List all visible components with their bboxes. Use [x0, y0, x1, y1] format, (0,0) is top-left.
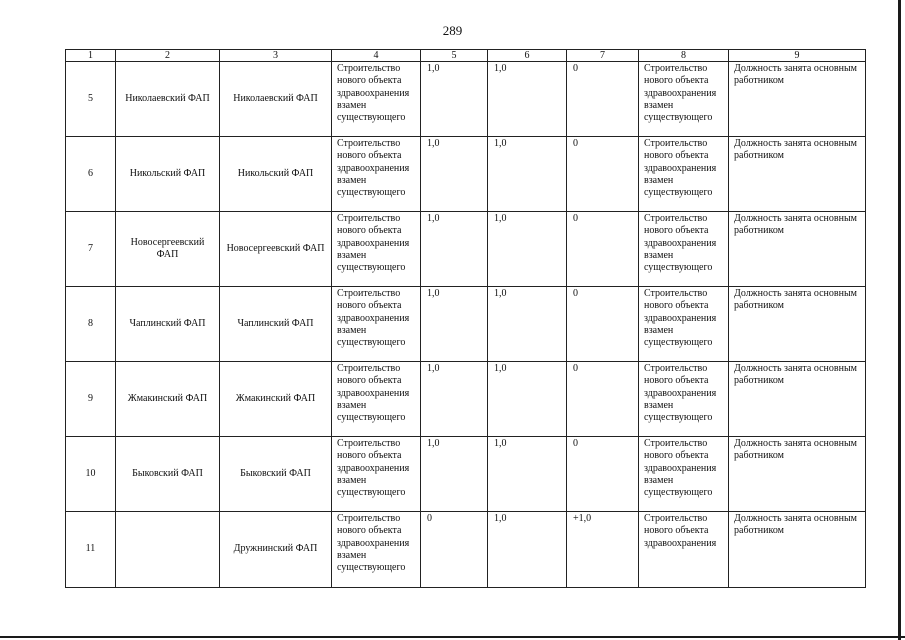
value-col-6: 1,0	[488, 212, 567, 287]
result-description: Строительство нового объекта здравоохранения	[639, 512, 729, 588]
row-number: 7	[66, 212, 116, 287]
table-row	[66, 362, 866, 437]
table-row	[66, 287, 866, 362]
column-header: 2	[116, 50, 220, 62]
table-row	[66, 512, 866, 588]
value-col-6: 1,0	[488, 437, 567, 512]
facility-name-planned: Чаплинский ФАП	[220, 287, 332, 362]
value-col-5: 1,0	[421, 287, 488, 362]
column-header: 5	[421, 50, 488, 62]
staffing-note: Должность занята основным работником	[729, 362, 866, 437]
value-col-5: 1,0	[421, 362, 488, 437]
facility-name-current: Жмакинский ФАП	[116, 362, 220, 437]
value-col-7: 0	[567, 62, 639, 137]
column-header: 4	[332, 50, 421, 62]
column-number-row	[66, 50, 866, 62]
staffing-note: Должность занята основным работником	[729, 212, 866, 287]
planned-action: Строительство нового объекта здравоохранения взамен существующего	[332, 62, 421, 137]
column-header: 7	[567, 50, 639, 62]
column-header: 9	[729, 50, 866, 62]
staffing-note: Должность занята основным работником	[729, 62, 866, 137]
column-header: 6	[488, 50, 567, 62]
planned-action: Строительство нового объекта здравоохранения взамен существующего	[332, 287, 421, 362]
facility-name-planned: Николаевский ФАП	[220, 62, 332, 137]
planned-action: Строительство нового объекта здравоохранения взамен существующего	[332, 512, 421, 588]
value-col-7: 0	[567, 137, 639, 212]
value-col-5: 0	[421, 512, 488, 588]
column-header: 3	[220, 50, 332, 62]
facility-name-current: Быковский ФАП	[116, 437, 220, 512]
value-col-6: 1,0	[488, 62, 567, 137]
result-description: Строительство нового объекта здравоохранения взамен существующего	[639, 437, 729, 512]
row-number: 9	[66, 362, 116, 437]
staffing-note: Должность занята основным работником	[729, 287, 866, 362]
facility-name-current	[116, 512, 220, 588]
planned-action: Строительство нового объекта здравоохранения взамен существующего	[332, 437, 421, 512]
value-col-5: 1,0	[421, 137, 488, 212]
facility-name-current: Николаевский ФАП	[116, 62, 220, 137]
facility-name-planned: Никольский ФАП	[220, 137, 332, 212]
scan-edge-bottom	[0, 636, 905, 638]
row-number: 8	[66, 287, 116, 362]
value-col-7: 0	[567, 437, 639, 512]
value-col-7: 0	[567, 362, 639, 437]
result-description: Строительство нового объекта здравоохранения взамен существующего	[639, 62, 729, 137]
staffing-note: Должность занята основным работником	[729, 437, 866, 512]
result-description: Строительство нового объекта здравоохранения взамен существующего	[639, 287, 729, 362]
staffing-note: Должность занята основным работником	[729, 137, 866, 212]
facilities-table	[65, 49, 866, 588]
facility-name-current: Новосергеевский ФАП	[116, 212, 220, 287]
table-row	[66, 212, 866, 287]
page-number: 289	[442, 23, 463, 38]
facility-name-planned: Быковский ФАП	[220, 437, 332, 512]
value-col-6: 1,0	[488, 287, 567, 362]
facility-name-planned: Новосергеевский ФАП	[220, 212, 332, 287]
result-description: Строительство нового объекта здравоохранения взамен существующего	[639, 212, 729, 287]
staffing-note: Должность занята основным работником	[729, 512, 866, 588]
column-header: 8	[639, 50, 729, 62]
table-row	[66, 437, 866, 512]
column-header: 1	[66, 50, 116, 62]
result-description: Строительство нового объекта здравоохранения взамен существующего	[639, 362, 729, 437]
facility-name-planned: Дружнинский ФАП	[220, 512, 332, 588]
value-col-5: 1,0	[421, 437, 488, 512]
value-col-5: 1,0	[421, 62, 488, 137]
table-row	[66, 137, 866, 212]
value-col-6: 1,0	[488, 137, 567, 212]
scan-edge-right	[898, 0, 901, 640]
table-row	[66, 62, 866, 137]
value-col-7: 0	[567, 212, 639, 287]
planned-action: Строительство нового объекта здравоохранения взамен существующего	[332, 212, 421, 287]
value-col-6: 1,0	[488, 512, 567, 588]
row-number: 6	[66, 137, 116, 212]
facility-name-planned: Жмакинский ФАП	[220, 362, 332, 437]
result-description: Строительство нового объекта здравоохранения взамен существующего	[639, 137, 729, 212]
value-col-5: 1,0	[421, 212, 488, 287]
facility-name-current: Никольский ФАП	[116, 137, 220, 212]
value-col-7: 0	[567, 287, 639, 362]
planned-action: Строительство нового объекта здравоохранения взамен существующего	[332, 137, 421, 212]
value-col-7: +1,0	[567, 512, 639, 588]
planned-action: Строительство нового объекта здравоохранения взамен существующего	[332, 362, 421, 437]
row-number: 10	[66, 437, 116, 512]
row-number: 5	[66, 62, 116, 137]
facility-name-current: Чаплинский ФАП	[116, 287, 220, 362]
row-number: 11	[66, 512, 116, 588]
value-col-6: 1,0	[488, 362, 567, 437]
